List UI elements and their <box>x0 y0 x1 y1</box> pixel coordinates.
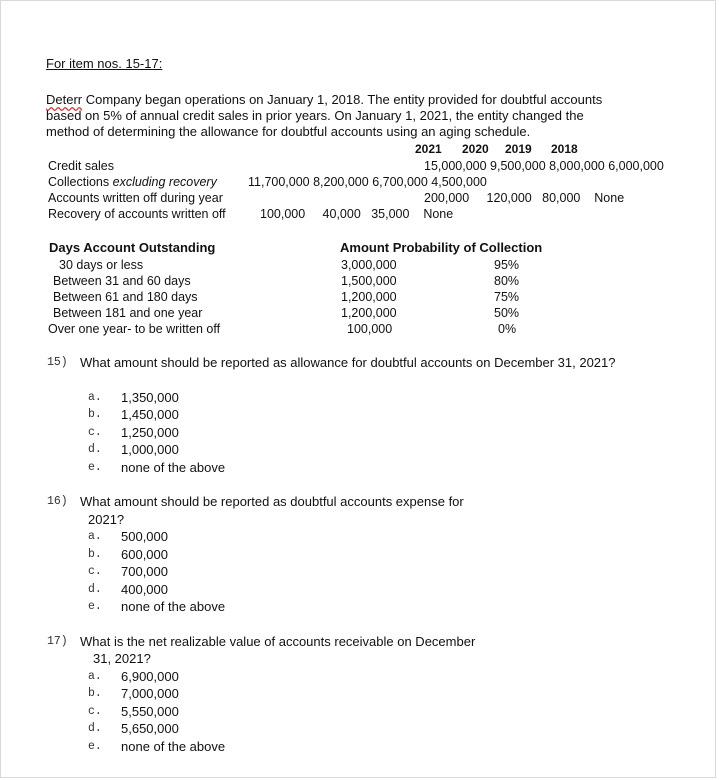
company-name: Deterr <box>46 92 83 107</box>
q17-option-e-letter: e. <box>88 740 102 753</box>
row-values-collections: 11,700,000 8,200,000 6,700,000 4,500,000 <box>248 175 487 189</box>
aging-amount-3: 1,200,000 <box>341 306 397 320</box>
aging-label-1: Between 31 and 60 days <box>53 274 191 288</box>
aging-prob-2: 75% <box>494 290 520 304</box>
row-label-collections-italic: excluding recovery <box>112 175 217 189</box>
question-15-text: What amount should be reported as allowance for doubtful accounts on December 31, 2021? <box>80 355 616 370</box>
question-16-text-line-2: 2021? <box>88 512 125 527</box>
aging-amount-0: 3,000,000 <box>341 258 397 272</box>
q16-option-b[interactable]: 600,000 <box>121 547 168 562</box>
aging-prob-3: 50% <box>494 306 520 320</box>
row-label-written-off: Accounts written off during year <box>48 191 223 205</box>
q15-option-a-letter: a. <box>88 391 102 404</box>
q16-option-c[interactable]: 700,000 <box>121 564 168 579</box>
row-values-written-off: 200,000 120,000 80,000 None <box>424 191 625 205</box>
aging-amount-1: 1,500,000 <box>341 274 397 288</box>
q15-option-c-letter: c. <box>88 426 102 439</box>
q16-option-a[interactable]: 500,000 <box>121 529 168 544</box>
q15-option-e-letter: e. <box>88 461 102 474</box>
q15-option-d[interactable]: 1,000,000 <box>121 442 179 457</box>
question-16-number: 16) <box>47 495 68 508</box>
q16-option-d-letter: d. <box>88 583 102 596</box>
q17-option-b[interactable]: 7,000,000 <box>121 686 179 701</box>
aging-prob-1: 80% <box>494 274 520 288</box>
question-17-text-line-2: 31, 2021? <box>93 651 151 666</box>
q16-option-c-letter: c. <box>88 565 102 578</box>
q16-option-e-letter: e. <box>88 600 102 613</box>
q16-option-d[interactable]: 400,000 <box>121 582 168 597</box>
aging-label-3: Between 181 and one year <box>53 306 203 320</box>
q15-option-a[interactable]: 1,350,000 <box>121 390 179 405</box>
q17-option-a-letter: a. <box>88 670 102 683</box>
aging-label-4: Over one year- to be written off <box>48 322 221 336</box>
question-15-number: 15) <box>47 356 68 369</box>
year-2021: 2021 <box>415 142 442 156</box>
q16-option-a-letter: a. <box>88 530 102 543</box>
aging-prob-0: 95% <box>494 258 520 272</box>
intro-line-3: method of determining the allowance for doubtful accounts using an aging schedule. <box>46 124 531 139</box>
year-2020: 2020 <box>462 142 489 156</box>
aging-header-days: Days Account Outstanding <box>49 240 216 255</box>
q17-option-d-letter: d. <box>88 722 102 735</box>
section-heading: For item nos. 15-17: <box>46 56 163 71</box>
question-17-text-line-1: What is the net realizable value of accounts receivable on December <box>80 634 476 649</box>
aging-label-2: Between 61 and 180 days <box>53 290 198 304</box>
aging-prob-4: 0% <box>498 322 517 336</box>
q17-option-a[interactable]: 6,900,000 <box>121 669 179 684</box>
q17-option-b-letter: b. <box>88 687 102 700</box>
q16-option-e[interactable]: none of the above <box>121 599 226 614</box>
intro-line-1-text: Company began operations on January 1, 2018. The entity provided for doubtful accounts <box>82 92 603 107</box>
aging-header-amount-probability: Amount Probability of Collection <box>340 240 543 255</box>
q15-option-d-letter: d. <box>88 443 102 456</box>
aging-label-0: 30 days or less <box>59 258 144 272</box>
q17-option-c-letter: c. <box>88 705 102 718</box>
q15-option-b-letter: b. <box>88 408 102 421</box>
row-label-credit-sales: Credit sales <box>48 159 114 173</box>
intro-line-1 <box>46 92 602 108</box>
intro-line-2: based on 5% of annual credit sales in prior years. On January 1, 2021, the entity changed the <box>46 108 584 123</box>
row-label-collections <box>48 174 217 190</box>
question-16-text-line-1: What amount should be reported as doubtful accounts expense for <box>80 494 464 509</box>
q17-option-d[interactable]: 5,650,000 <box>121 721 179 736</box>
year-2019: 2019 <box>505 142 532 156</box>
q15-option-c[interactable]: 1,250,000 <box>121 425 179 440</box>
question-17-number: 17) <box>47 635 68 648</box>
q15-option-b[interactable]: 1,450,000 <box>121 407 179 422</box>
q17-option-c[interactable]: 5,550,000 <box>121 704 179 719</box>
row-label-recovery: Recovery of accounts written off <box>48 207 226 221</box>
row-label-collections-main: Collections <box>48 175 113 189</box>
q15-option-e[interactable]: none of the above <box>121 460 226 475</box>
aging-amount-2: 1,200,000 <box>341 290 397 304</box>
row-values-credit-sales: 15,000,000 9,500,000 8,000,000 6,000,000 <box>424 159 664 173</box>
q16-option-b-letter: b. <box>88 548 102 561</box>
year-2018: 2018 <box>551 142 578 156</box>
q17-option-e[interactable]: none of the above <box>121 739 226 754</box>
aging-amount-4: 100,000 <box>347 322 393 336</box>
row-values-recovery: 100,000 40,000 35,000 None <box>260 207 454 221</box>
